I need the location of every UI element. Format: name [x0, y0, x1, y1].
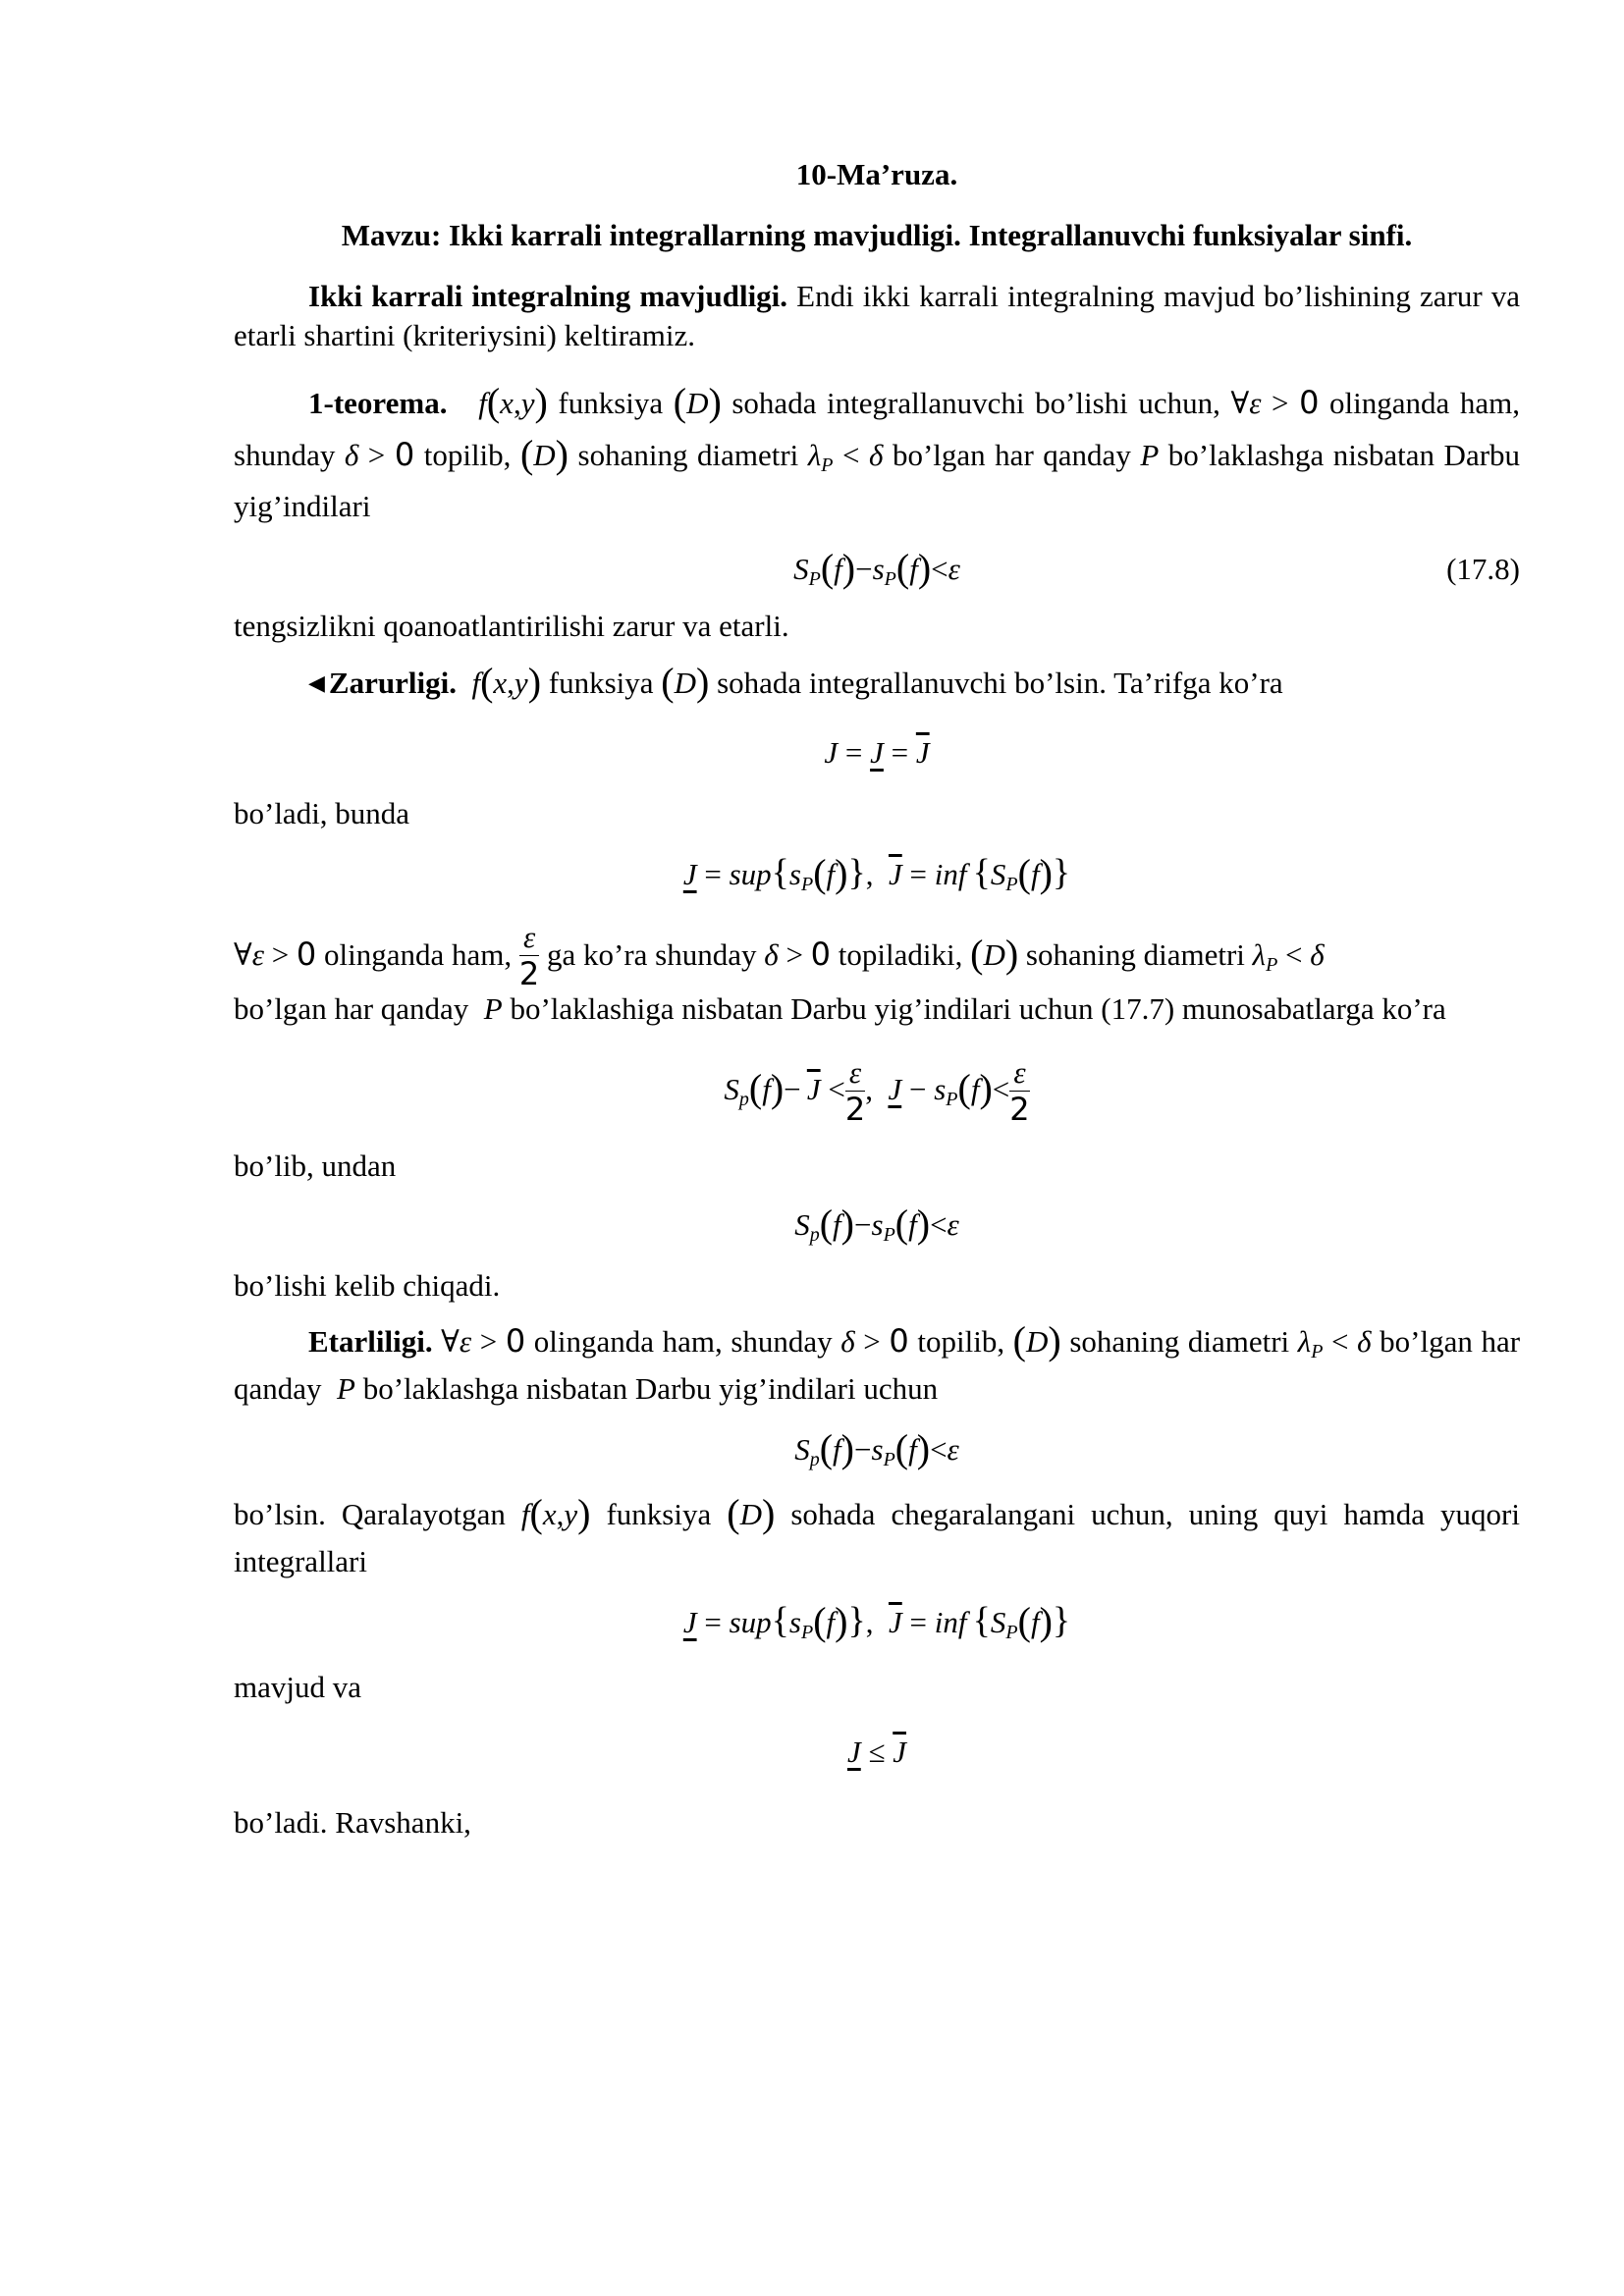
- document-page: [234, 0, 1520, 1842]
- equation-17-8: $S_P(f)-s_P(f)<\varepsilon$ (17.8): [234, 544, 1520, 595]
- existence-heading: Ikki karrali integralning mavjudligi.: [308, 279, 788, 313]
- equation-sup-inf-1: $J = sup\{s_P(f)\}$, $\overline{J}$ = inf $\{S_P(f)\}$: [682, 851, 1071, 895]
- topic-heading: Mavzu: Ikki karrali integrallarning mavjudligi. Integrallanuvchi funksiyalar sinfi.: [341, 218, 1413, 252]
- sufficiency-paragraph-2: bo’lsin. Qaralayotgan f(x,y) funksiya (D) sohada chegaralangani uchun, uning quyi hamda yuqori integrallari: [234, 1491, 1520, 1579]
- existence-paragraph: Ikki karrali integralning mavjudligi. Endi ikki karrali integralning mavjud bo’lishining zarur va etarli shartini (kriteriysini) keltiramiz.: [234, 279, 1520, 352]
- sufficiency-label: Etarliligi.: [308, 1324, 433, 1360]
- fraction-eps-half: $\frac{\varepsilon}{2}$: [518, 920, 540, 993]
- theorem-conclusion: tengsizlikni qoanoatlantirilishi zarur va etarli.: [234, 609, 789, 643]
- sufficiency-paragraph: Etarliligi. ∀ε > 0 olinganda ham, shunday δ > 0 topilib, (D) sohaning diametri $\lambda_P < \delta$ bo’lgan har qanday P bo’laklashga nisbatan Darbu yig’indilari uchun: [234, 1318, 1521, 1407]
- kelib-chiqadi-text: bo’lishi kelib chiqadi.: [234, 1268, 501, 1304]
- equation-darboux-diff-2: $S_p(f)-s_P(f)<\varepsilon$: [794, 1426, 959, 1471]
- theorem-1: 1-teorema. f(x,y) funksiya (D) sohada integrallanuvchi bo’lishi uchun, ∀ε > 0 olinganda ham, shunday δ > 0 topilib, (D) sohaning diametri $\lambda_P < \delta$ bo’lgan har qanday P bo’laklashga nisbatan Darbu yig’indilari: [234, 380, 1521, 523]
- equation-j-equal: $J = J = \overline{J}$: [824, 735, 930, 770]
- equation-half-eps: $S_p(f)- \overline{J}$ < $\frac{\varepsilon}{2}$ , $J - s_P(f)<$ $\frac{\varepsilon}{2}$: [724, 1054, 1030, 1128]
- necessity-paragraph-2: ∀ε > 0 olinganda ham, $\frac{\varepsilon}{2}$ ga ko’ra shunday δ > 0 topiladiki, (D) sohaning diametri $\lambda_P < \delta$: [234, 920, 1325, 993]
- bolib-undan-text: bo’lib, undan: [234, 1148, 397, 1184]
- proof-start-marker: ◀: [308, 670, 325, 695]
- equation-number: (17.8): [1446, 552, 1520, 586]
- lecture-title: 10-Ma’ruza.: [795, 157, 958, 191]
- equation-j-leq: $J \le \overline{J}$: [846, 1735, 907, 1770]
- necessity-label: Zarurligi.: [328, 666, 457, 700]
- equation-darboux-diff-1: $S_p(f)-s_P(f)<\varepsilon$: [794, 1201, 959, 1247]
- equation-sup-inf-2: $J = sup\{s_P(f)\}$, $\overline{J}$ = inf $\{S_P(f)\}$: [682, 1599, 1071, 1644]
- ravshanki-text: bo’ladi. Ravshanki,: [234, 1805, 471, 1841]
- necessity-paragraph-2-cont: bo’lgan har qanday P bo’laklashiga nisbatan Darbu yig’indilari uchun (17.7) munosabatlarga ko’ra: [234, 991, 1446, 1027]
- bunda-text: bo’ladi, bunda: [234, 796, 410, 830]
- theorem-label: 1-teorema.: [308, 386, 448, 420]
- necessity-paragraph: ◀ Zarurligi. f(x,y) funksiya (D) sohada integrallanuvchi bo’lsin. Ta’rifga ko’ra: [308, 660, 1283, 704]
- mavjud-text: mavjud va: [234, 1670, 361, 1705]
